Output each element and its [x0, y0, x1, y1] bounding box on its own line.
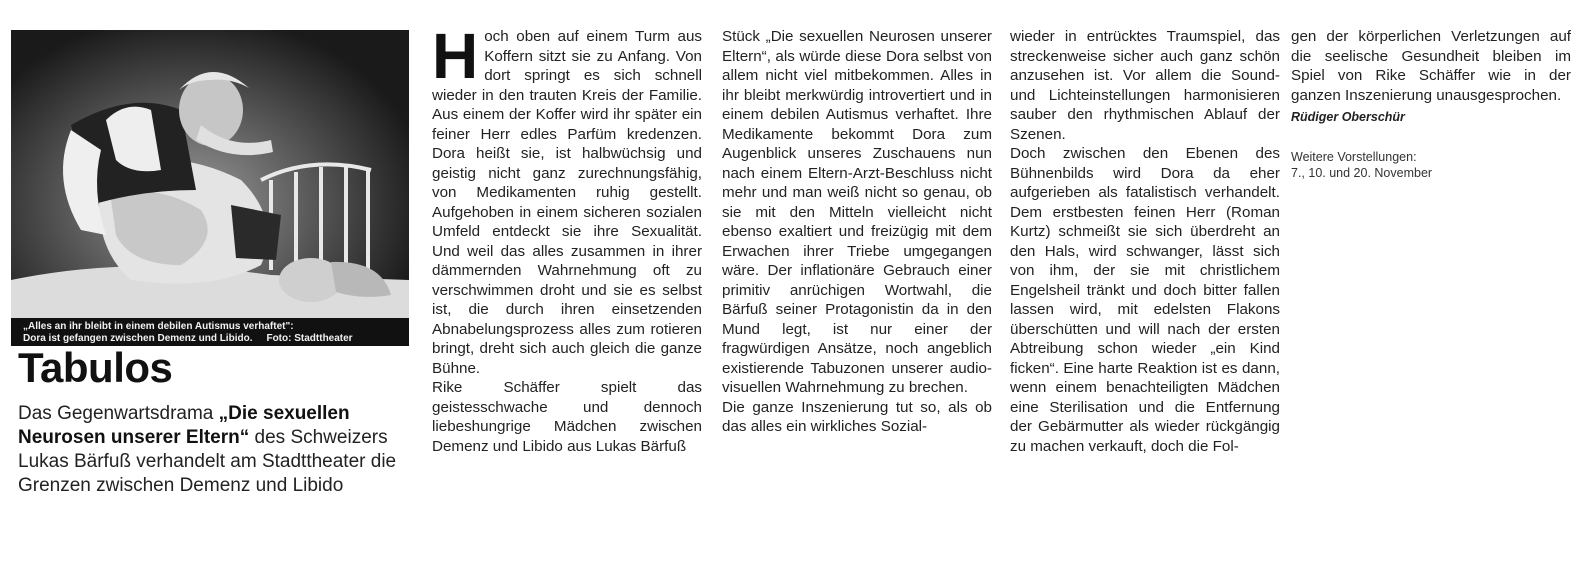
photo-caption	[11, 318, 409, 346]
paragraph: gen der körperlichen Verletzungen auf die seelische Gesundheit bleiben im Spiel von Rike Schäffer wie in der ganzen Inszenierung unausgesprochen.	[1291, 28, 1571, 104]
article-photo	[11, 30, 409, 346]
article-column-1	[432, 27, 702, 527]
lead-prefix: Das Gegenwartsdrama	[18, 403, 219, 424]
photo-credit: Foto: Stadttheater	[266, 333, 353, 344]
article-column-4	[1291, 27, 1571, 527]
caption-line-1: „Alles an ihr bleibt in einem debilen Autismus verhaftet":	[23, 321, 294, 332]
lead-suffix: des Schweizers Lukas Bärfuß verhandelt am Stadttheater die Grenzen zwischen Demenz und Libido	[18, 427, 397, 496]
article-column-2	[722, 27, 992, 527]
dates-title: Weitere Vorstellungen:	[1291, 150, 1417, 164]
paragraph: Rike Schäffer spielt das geistesschwache und dennoch liebeshungrige Mädchen zwischen Demenz und Libido aus Lukas Bärfuß	[432, 379, 702, 455]
paragraph: Stück „Die sexuellen Neurosen unserer Eltern“, als würde diese Dora selbst von allem nicht viel mitbekommen. Alles in ihr bleibt merkwürdig introvertiert und in einem debilen Autismus verhaftet. Ihre Medikamente bekommt Dora zum Augenblick unseres Zuschauens nun nach einem Eltern-Arzt-Beschluss nicht mehr und man weiß nicht so genau, ob sie mit den Mitteln vielleicht nicht ebenso exaltiert und freizügig mit dem Erwachen ihrer Triebe umgegangen wäre. Der inflationäre Gebrauch einer primitiv anrüchigen Wortwahl, die Bärfuß seiner Protagonistin da in den Mund legt, ist nur einer der fragwürdigen Ansätze, noch angeblich existierende Tabuzonen unserer audio-visuellen Wahrnehmung zu brechen.	[722, 28, 992, 396]
article-lead	[18, 402, 413, 498]
article-headline: Tabulos	[18, 344, 173, 391]
paragraph: och oben auf einem Turm aus Koffern sitzt sie zu Anfang. Von dort springt es sich schnell wieder in den trauten Kreis der Familie. Aus einem der Koffer wird ihr später ein feiner Herr edles Parfüm kredenzen. Dora heißt sie, ist halbwüchsig und geistig nicht ganz zurechnungsfähig, von Medikamenten ruhig gestellt. Aufgehoben in einem sicheren sozialen Umfeld entdeckt sie ihre Sexualität. Und weil das alles zusammen in ihrer dämmernden Wahrnehmung oft zu verschwimmen droht und sie es selbst ist, die durch ihren einsetzenden Abnabelungsprozess alles zum rotieren bringt, dreht sich auch gleich die ganze Bühne.	[432, 28, 702, 377]
lead-play-title: „Die sexuellen Neurosen unserer Eltern“	[18, 403, 350, 448]
author-byline: Rüdiger Oberschür	[1291, 110, 1405, 124]
dates-list: 7., 10. und 20. November	[1291, 166, 1433, 180]
caption-line-2: Dora ist gefangen zwischen Demenz und Libido.	[23, 333, 253, 344]
paragraph: Doch zwischen den Ebenen des Bühnenbilds wird Dora da eher aufgerieben als fatalistisch verhandelt. Dem erstbesten feinen Herr (Roman Kurtz) schmeißt sie sich überdreht an den Hals, wird schwanger, lässt sich von ihm, der sie mit christlichem Engelsheil tränkt und doch bitter fallen lassen wird, mit edelsten Flakons überschütten und will nach der ersten Abtreibung schon wieder „ein Kind ficken“. Eine harte Reaktion ist es dann, wenn einem benachteiligten Mädchen eine Sterilisation und die Entfernung der Gebärmutter als wieder rückgängig zu machen verkauft, doch die Fol-	[1010, 145, 1280, 455]
article-column-3	[1010, 27, 1280, 527]
paragraph: wieder in entrücktes Traumspiel, das streckenweise sicher auch ganz schön anzusehen ist. Vor allem die Sound- und Lichteinstellungen harmonisieren sauber den rhythmischen Ablauf der Szenen.	[1010, 28, 1280, 143]
stage-scene-image	[11, 30, 409, 346]
paragraph: Die ganze Inszenierung tut so, als ob das alles ein wirkliches Sozial-	[722, 398, 992, 435]
drop-cap: H	[432, 27, 479, 92]
performance-dates	[1291, 149, 1571, 181]
